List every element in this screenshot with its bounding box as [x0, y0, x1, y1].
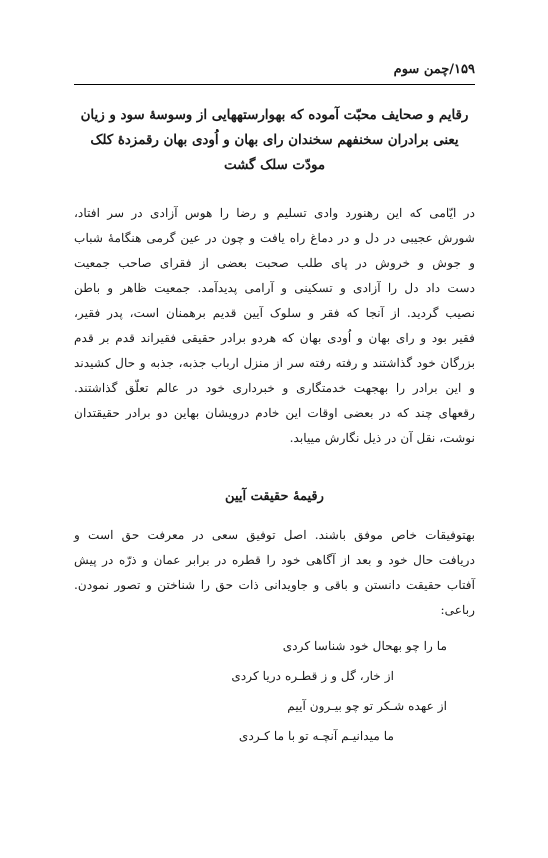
intro-paragraph [74, 201, 475, 451]
title-line: رقایم و صحایف محبّت آموده که بهوارستههایی از وسوسهٔ سود و زیان [80, 107, 469, 123]
paragraph-line: رباعی: [440, 603, 475, 617]
verse-line: ما را چو بهحال خود شناسا کردی [282, 639, 447, 653]
chapter-title [74, 103, 475, 178]
paragraph-line: و این برادر را بهجهت خدمتگاری و خبرداری خود در عالم تعلّق گذاشتند. [74, 381, 475, 395]
running-header [74, 60, 475, 85]
paragraph-line: شورش عجیبی در دل و در دماغ راه یافت و چون در عین گرمی هنگامهٔ شباب [74, 231, 475, 245]
paragraph-line: نوشت، نقل آن در ذیل نگارش مییابد. [289, 431, 475, 445]
paragraph-line: آفتاب حقیقت دانستن و باقی و جاویدانی ذات حق را شناختن و تصور نمودن. [74, 578, 475, 592]
letter-paragraph [74, 523, 475, 623]
verse-line: از عهده شـکر تو چو بیـرون آییم [287, 699, 447, 713]
paragraph-line: فقیر بود و رای بهان و اُودی بهان که هردو برادر حقیقی فقیراند قدم بر قدم [74, 331, 475, 345]
paragraph-line: و جوش و خروش در پای طلب صحبت بعضی از فقرای صاحب جمعیت [74, 256, 475, 270]
paragraph-line: در ایّامی که این رهنورد وادی تسلیم و رضا را هوس آزادی در سر افتاد، [74, 206, 475, 220]
verse-line: ما میدانیـم آنچـه تو با ما کـردی [238, 729, 394, 743]
verse-line: از خار، گل و ز قطـره دریا کردی [231, 669, 394, 683]
paragraph-line: دست داد دل را آزادی و تسکینی و آرامی پدیدآمد. جمعیت ظاهر و باطن [74, 281, 475, 295]
paragraph-line: نصیب گردید. از آنجا که فقر و سلوک آیین قدیم برهمنان است، پدر فقیر، [74, 306, 475, 320]
running-head-text: ۱۵۹/چمن سوم [393, 62, 475, 77]
paragraph-line: بزرگان خود گذاشتند و رفته رفته سر از منزل ارباب جذبه، جذبه و حال کشیدند [74, 356, 475, 370]
paragraph-line: بهتوفیقات خاص موفق باشند. اصل توفیق سعی در معرفت حق است و [74, 528, 475, 542]
title-line: یعنی برادران سخنفهم سخندان رای بهان و اُودی بهان رقمزدهٔ کلک [90, 132, 459, 148]
section-heading: رقیمهٔ حقیقت آیین [225, 489, 324, 504]
title-line: مودّت سلک گشت [223, 157, 326, 173]
paragraph-line: رقعهای چند که در بعضی اوقات این خادم درویشان بهاین دو برادر حقیقتدان [74, 406, 475, 420]
paragraph-line: دریافت حال خود و بعد از آگاهی خود را قطره در برابر عمان و ذرّه در پیش [74, 553, 475, 567]
